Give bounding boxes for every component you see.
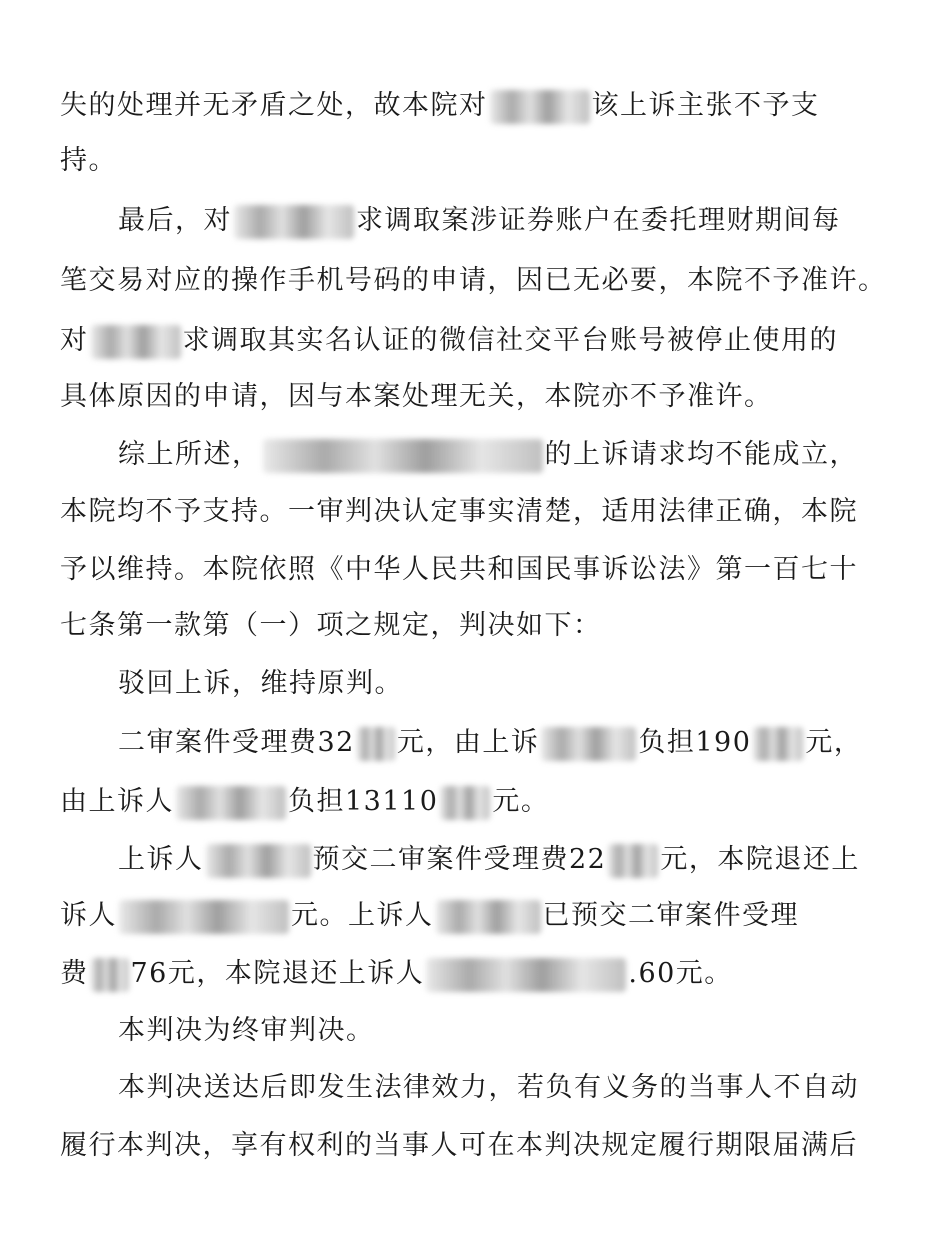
text-line: [60, 606, 602, 646]
redacted-name-amount: [426, 958, 626, 992]
text-segment: 最后，对: [118, 205, 232, 236]
text-segment: 已预交二审案件受理: [542, 900, 799, 931]
redacted-name-amount: [119, 900, 289, 934]
text-segment: 费: [60, 958, 89, 989]
text-segment: 上诉人: [118, 844, 204, 875]
paragraph-start: [118, 723, 862, 763]
text-line: [60, 782, 549, 822]
redacted-name: [206, 844, 311, 878]
redacted-name: [176, 786, 286, 820]
text-segment: 本判决送达后即发生法律效力，若负有义务的当事人不自动: [118, 1072, 859, 1103]
text-line: [60, 550, 858, 590]
redacted-amount: [357, 727, 395, 761]
paragraph-start: [118, 664, 403, 704]
redacted-name: [541, 727, 636, 761]
text-line: [60, 377, 773, 417]
redacted-name: [490, 90, 590, 124]
text-segment: 予以维持。本院依照《中华人民共和国民事诉讼法》第一百七十: [60, 554, 858, 585]
redacted-amount: [608, 844, 658, 878]
text-segment: 76元，本院退还上诉人: [130, 958, 425, 989]
text-segment: 本院均不予支持。一审判决认定事实清楚，适用法律正确，本院: [60, 496, 858, 527]
text-segment: 预交二审案件受理费22: [312, 844, 607, 875]
text-segment: 履行本判决，享有权利的当事人可在本判决规定履行期限届满后: [60, 1130, 858, 1161]
paragraph-start: [118, 435, 858, 475]
redacted-amount: [753, 727, 803, 761]
text-line: [60, 321, 838, 361]
text-segment: 二审案件受理费32: [118, 727, 355, 758]
text-segment: 本判决为终审判决。: [118, 1015, 375, 1046]
text-segment: 具体原因的申请，因与本案处理无关，本院亦不予准许。: [60, 381, 773, 412]
text-segment: 驳回上诉，维持原判。: [118, 668, 403, 699]
text-segment: 笔交易对应的操作手机号码的申请，因已无必要，本院不予准许。: [60, 265, 887, 296]
text-segment: 的上诉请求均不能成立，: [544, 439, 858, 470]
text-segment: 持。: [60, 145, 117, 176]
text-segment: 元。上诉人: [291, 900, 434, 931]
text-line: [60, 86, 820, 126]
paragraph-start: [118, 1068, 859, 1108]
text-line: [60, 954, 733, 994]
text-segment: 对: [60, 325, 89, 356]
text-line: [60, 141, 117, 181]
text-segment: 求调取其实名认证的微信社交平台账号被停止使用的: [182, 325, 838, 356]
text-segment: 该上诉主张不予支: [591, 90, 820, 121]
text-segment: 元，: [805, 727, 863, 758]
redacted-name: [234, 205, 354, 239]
text-segment: 诉人: [60, 900, 117, 931]
text-segment: 求调取案涉证券账户在委托理财期间每: [356, 205, 841, 236]
text-segment: .60元。: [628, 958, 733, 989]
text-segment: 元，由上诉: [396, 727, 540, 758]
redacted-amount: [91, 958, 129, 992]
text-segment: 综上所述，: [118, 439, 261, 470]
redacted-name: [436, 900, 541, 934]
redacted-name: [91, 325, 181, 359]
paragraph-start: [118, 1011, 375, 1051]
text-line: [60, 492, 858, 532]
text-segment: 元，本院退还上: [660, 844, 860, 875]
text-segment: 元。: [492, 786, 550, 817]
text-segment: 由上诉人: [60, 786, 174, 817]
redacted-amount: [440, 786, 490, 820]
paragraph-start: [118, 840, 860, 880]
text-segment: 七条第一款第（一）项之规定，判决如下：: [60, 610, 602, 641]
text-line: [60, 896, 799, 936]
paragraph-start: [118, 201, 841, 241]
text-line: [60, 261, 887, 301]
text-segment: 负担13110: [288, 786, 439, 817]
text-segment: 负担190: [638, 727, 752, 758]
redacted-name: [263, 439, 543, 473]
text-segment: 失的处理并无矛盾之处，故本院对: [60, 90, 488, 121]
text-line: [60, 1126, 858, 1166]
